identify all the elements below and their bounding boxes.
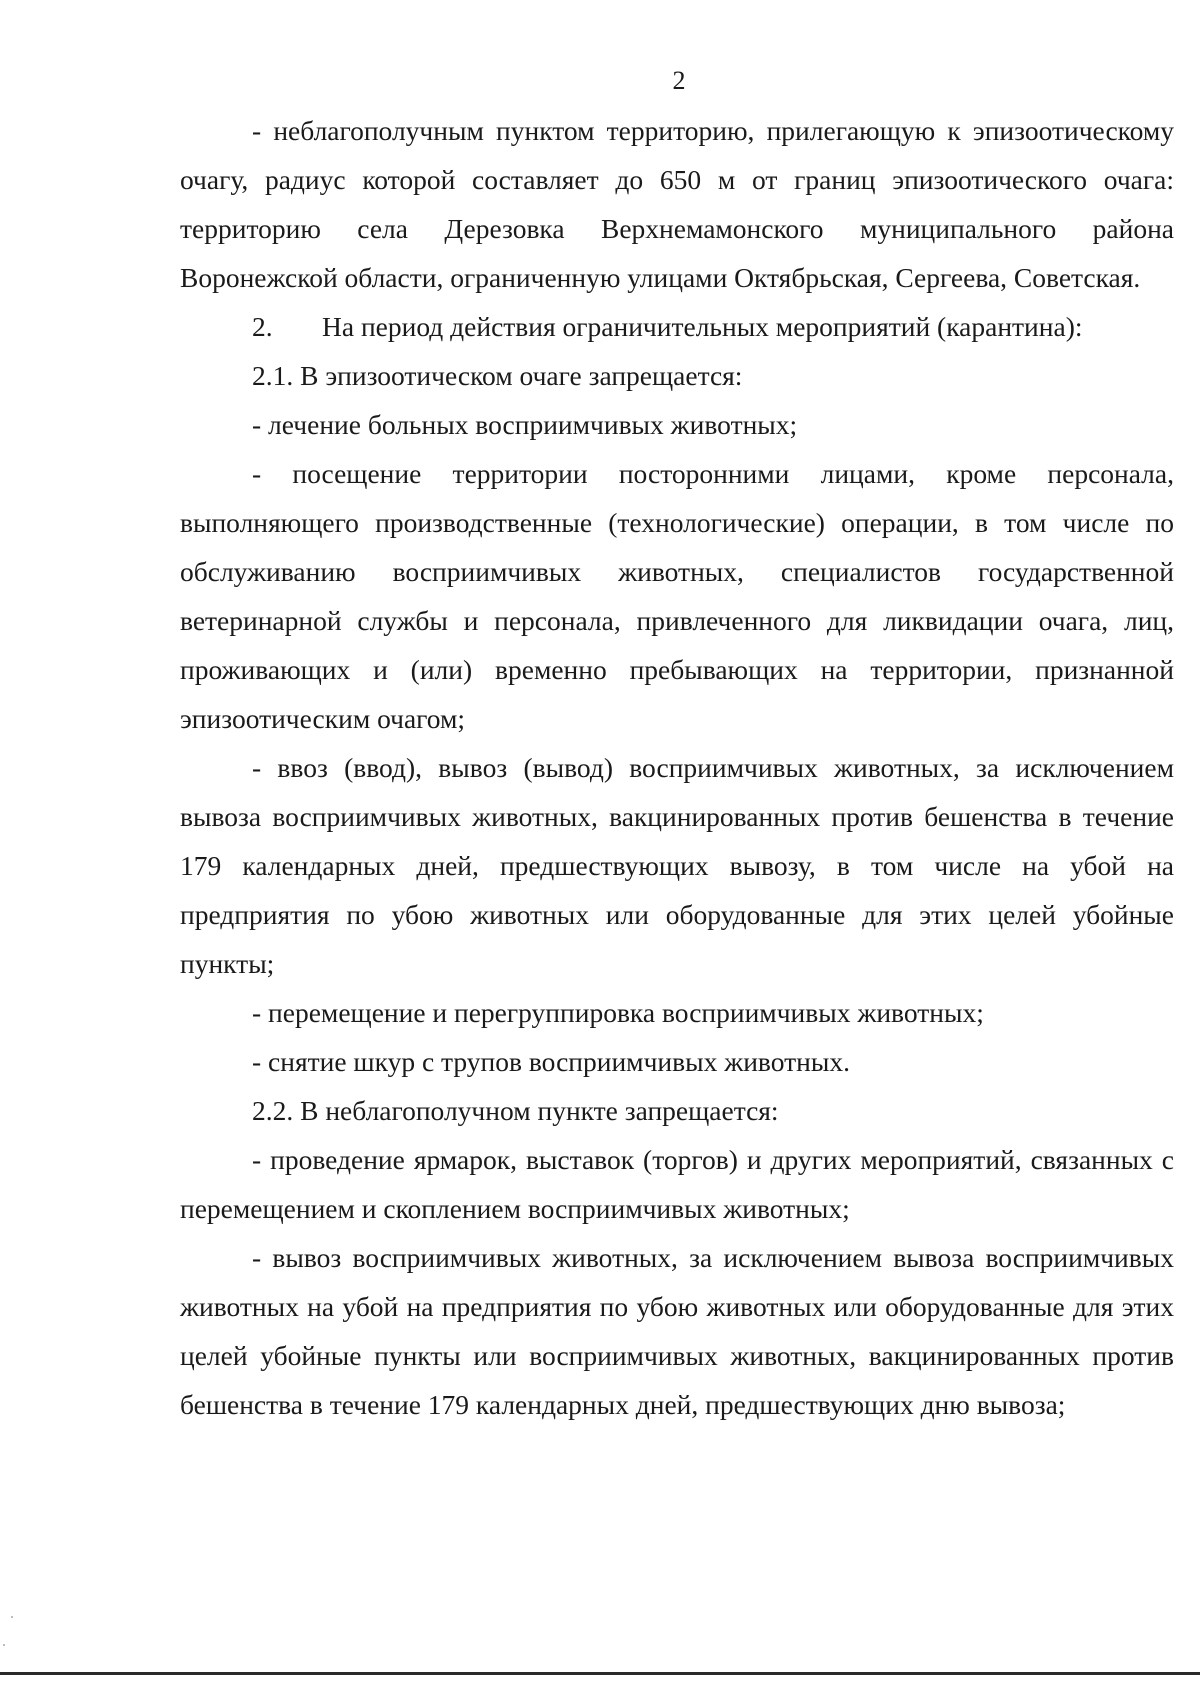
page-number: 2 (672, 66, 686, 95)
scan-speck (11, 1616, 13, 1618)
paragraph-fairs-ban: - проведение ярмарок, выставок (торгов) и других мероприятий, связанных с перемещением и скоплением восприимчивых животных; (180, 1144, 1174, 1224)
paragraph-2-1-heading: 2.1. В эпизоотическом очаге запрещается: (252, 360, 743, 391)
item-2-number: 2. (252, 311, 273, 342)
document-body (180, 106, 1174, 1429)
page-bottom-edge (0, 1672, 1200, 1675)
paragraph-restricted-zone: - неблагополучным пунктом территорию, прилегающую к эпизоотическому очагу, радиус которой составляет до 650 м от границ эпизоотического очага: территорию села Дерезовка Верхнемамонского муниципального района Воронежской области, ограниченную улицами Октябрьская, Сергеева, Советская. (180, 115, 1174, 293)
paragraph-import-export-ban: - ввоз (ввод), вывоз (вывод) восприимчивых животных, за исключением вывоза восприимчивых животных, вакцинированных против бешенства в течение 179 календарных дней, предшествующих вывозу, в том числе на убой на предприятия по убою животных или оборудованные для этих целей убойные пункты; (180, 752, 1174, 979)
item-2-text: На период действия ограничительных мероприятий (карантина): (322, 311, 1083, 342)
paragraph-item-2 (180, 302, 1174, 351)
scan-speck (3, 1644, 5, 1646)
paragraph-removal-ban: - вывоз восприимчивых животных, за исключением вывоза восприимчивых животных на убой на предприятия по убою животных или оборудованные для этих целей убойные пункты или восприимчивых животных, вакцинированных против бешенства в течение 179 календарных дней, предшествующих дню вывоза; (180, 1242, 1174, 1420)
paragraph-visit-ban: - посещение территории посторонними лицами, кроме персонала, выполняющего производственные (технологические) операции, в том числе по обслуживанию восприимчивых животных, специалистов государственной ветеринарной службы и персонала, привлеченного для ликвидации очага, лиц, проживающих и (или) временно пребывающих на территории, признанной эпизоотическим очагом; (180, 458, 1174, 734)
paragraph-regrouping-ban: - перемещение и перегруппировка восприимчивых животных; (252, 997, 984, 1028)
paragraph-2-2-heading: 2.2. В неблагополучном пункте запрещается: (252, 1095, 779, 1126)
paragraph-treatment-ban: - лечение больных восприимчивых животных; (252, 409, 798, 440)
paragraph-skinning-ban: - снятие шкур с трупов восприимчивых животных. (252, 1046, 850, 1077)
